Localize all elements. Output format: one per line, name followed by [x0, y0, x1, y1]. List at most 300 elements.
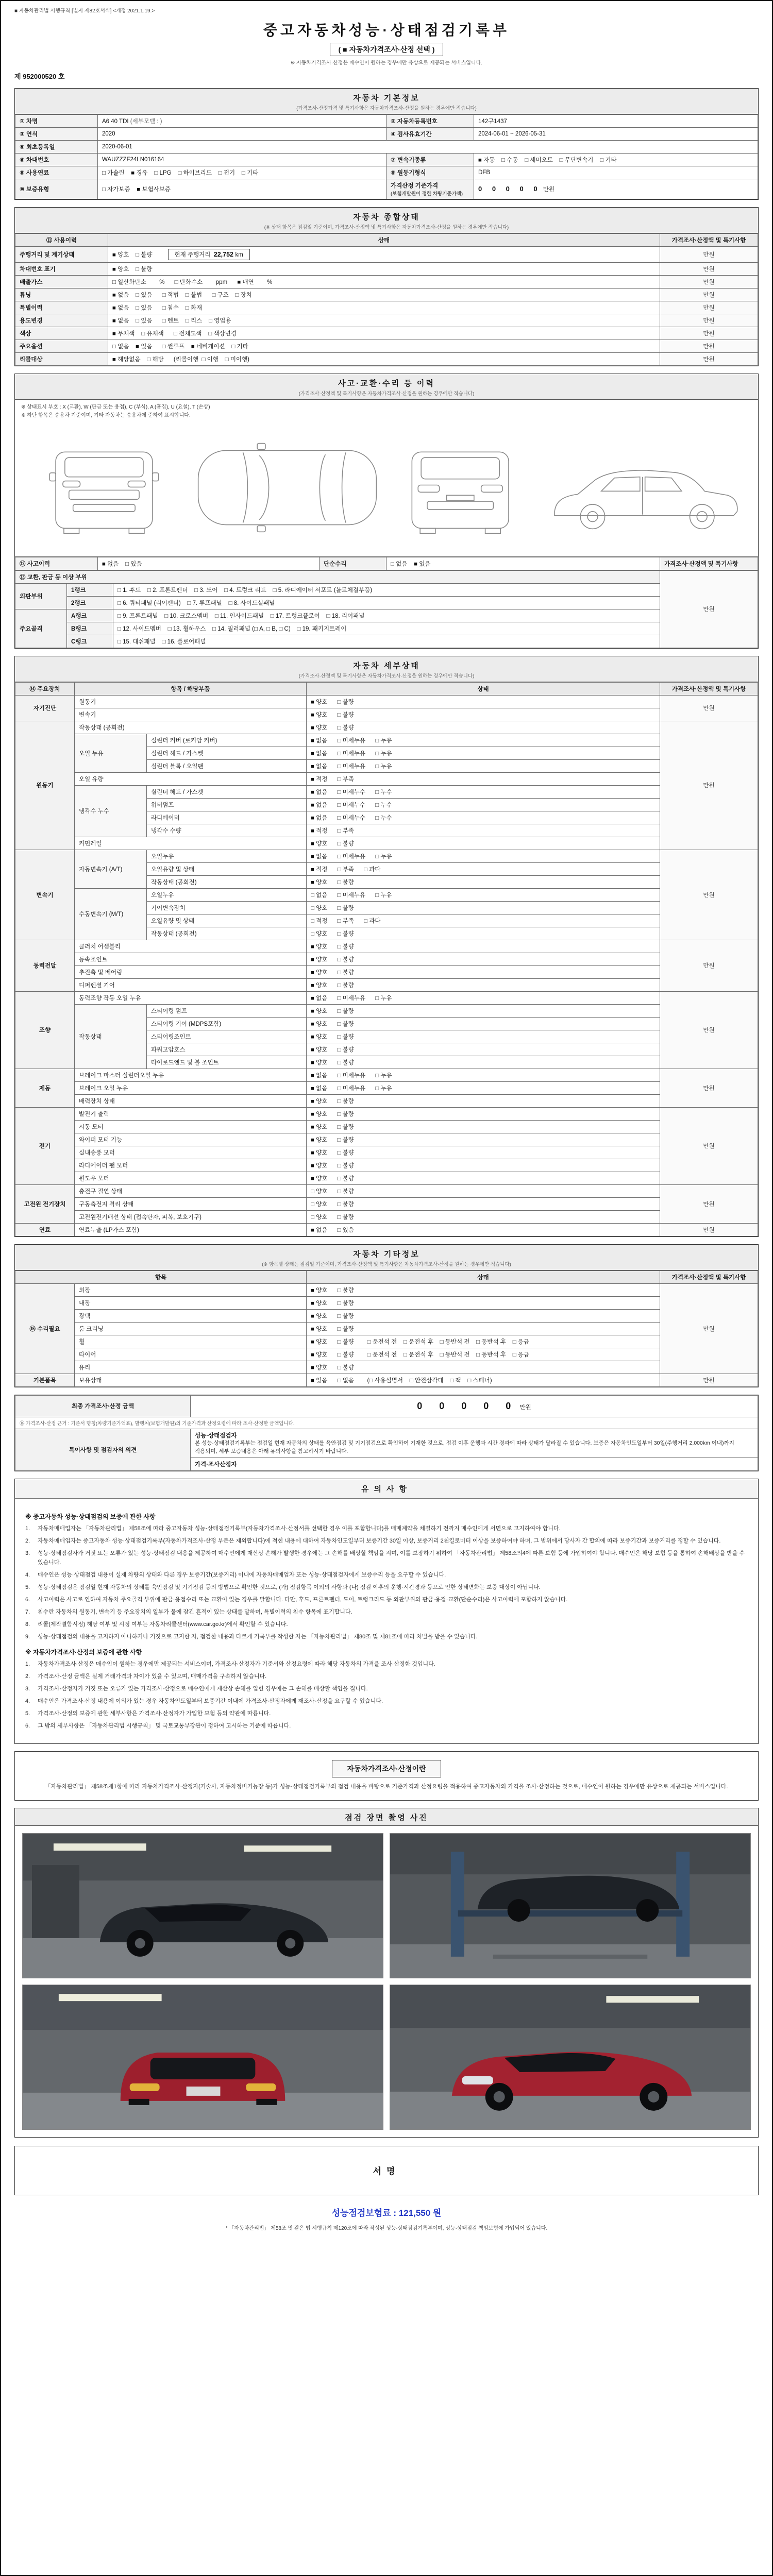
price-cell: 만원 [660, 1184, 758, 1223]
item-label: 윈도우 모터 [75, 1172, 307, 1184]
item-label: 라디에이터 팬 모터 [75, 1159, 307, 1172]
table-row [15, 1223, 758, 1236]
status-cell: ■ 적정 □ 부족 □ 과다 [307, 862, 660, 875]
other-info-table [15, 1270, 758, 1387]
item-label: 실린더 커버 (로커암 커버) [147, 734, 307, 747]
table-row [15, 141, 758, 154]
item-label: 보유상태 [75, 1374, 307, 1386]
section-note: (※ 상태 항목은 점검일 기준이며, 가격조사·산정액 및 특기사항은 자동차가격조사·산정을 원하는 경우에만 적습니다) [264, 225, 509, 230]
rank-label: A랭크 [67, 609, 113, 622]
table-row [15, 850, 758, 862]
detail-table [15, 682, 758, 1236]
device-label: 기본품목 [15, 1374, 75, 1386]
status-text: ■ 없음 □ 있음 □ 적법 □ 불법 □ 구조 □ 장치 [112, 292, 252, 298]
field-label: ⑩ 보증유형 [15, 179, 98, 199]
status-cell [108, 314, 660, 327]
document-title: 중고자동차성능·상태점검기록부 [263, 22, 510, 38]
table-row [15, 1283, 758, 1296]
column-header: 상태 [108, 234, 660, 247]
field-label: ⑦ 변속기종류 [386, 154, 474, 166]
status-cell: ■ 양호 □ 불량 [307, 721, 660, 734]
table-row [15, 1395, 758, 1417]
column-header: 상태 [307, 1270, 660, 1283]
status-cell: ■ 없음 □ 미세누유 □ 누유 [307, 1069, 660, 1081]
definition-text: 「자동차관리법」 제58조제1항에 따라 자동차가격조사·산정자(기술사, 자동차정비기능장 등)가 성능·상태점검기록부의 점검 내용을 바탕으로 기준가격과 산정요령을 적용하여 중고자동차의 가격을 조사·산정하는 것으로, 매수인이 원하는 경우에만 유상으로 제공되는 서비스입니다. [45, 1784, 728, 1790]
status-cell: ■ 양호 □ 불량 [307, 1322, 660, 1335]
price-option-select: ( ■ 자동차가격조사·산정 선택 ) [330, 43, 444, 56]
status-cell: ■ 없음 □ 미세누수 □ 누수 [307, 811, 660, 824]
status-cell [108, 247, 660, 263]
rank1-items: □ 1. 후드 □ 2. 프론트펜더 □ 3. 도어 □ 4. 트렁크 리드 □ 5. 라디에이터 서포트 (볼트체결부품) [113, 583, 660, 596]
warranty-type: □ 자가보증 ■ 보험사보증 [98, 179, 386, 199]
table-row [15, 708, 758, 721]
item-label: 커먼레일 [75, 837, 307, 850]
notice-number: 9. [25, 1633, 30, 1640]
status-cell: □ 양호 □ 불량 [307, 1197, 660, 1210]
status-cell: ■ 양호 □ 불량 [307, 1146, 660, 1159]
item-label: 발전기 출력 [75, 1107, 307, 1120]
notices-subtitle-performance: ※ 중고자동차 성능·상태점검의 보증에 관한 사항 [25, 1513, 156, 1521]
status-cell: ■ 없음 □ 있음 [307, 1223, 660, 1236]
field-label: 단순수리 [320, 557, 386, 570]
device-label: 원동기 [15, 721, 75, 850]
status-cell: ■ 없음 □ 미세누유 □ 누유 [307, 734, 660, 747]
status-cell: ■ 양호 □ 불량 [307, 1030, 660, 1043]
table-row [15, 179, 758, 199]
notices-section [14, 1479, 759, 1744]
table-row [15, 1094, 758, 1107]
device-label: 전기 [15, 1107, 75, 1184]
other-info-section [14, 1244, 759, 1387]
item-label: 스티어링 기어 (MDPS포함) [147, 1017, 307, 1030]
table-row [15, 1081, 758, 1094]
price-cell: 만원 [660, 570, 758, 648]
item-label: 고전원전기배선 상태 (접속단자, 피복, 보호기구) [75, 1210, 307, 1223]
notice-number: 5. [25, 1584, 30, 1590]
status-cell [108, 276, 660, 289]
notice-text: 자동차매매업자는 「자동차관리법」 제58조에 따라 중고자동차 성능·상태점검기록부(자동차가격조사·산정서를 선택한 경우 이를 포함합니다)를 매매계약을 체결하기 전까지 매수인에게 서면으로 고지하여야 합니다. [38, 1526, 561, 1532]
rank-label: B랭크 [67, 622, 113, 635]
item-label: 실린더 헤드 / 가스켓 [147, 785, 307, 798]
model-year: 2020 [98, 128, 386, 141]
notice-number: 3. [25, 1550, 30, 1557]
remark-header: 특이사항 및 점검자의 의견 [15, 1429, 191, 1471]
item-label: 와이퍼 모터 기능 [75, 1133, 307, 1146]
notice-number: 7. [25, 1608, 30, 1615]
status-cell: ■ 양호 □ 불량 [307, 1283, 660, 1296]
status-cell: ■ 양호 □ 불량 [307, 1309, 660, 1322]
item-label: 워터펌프 [147, 798, 307, 811]
status-cell: ■ 양호 □ 불량 [307, 965, 660, 978]
table-row [15, 1197, 758, 1210]
table-row [15, 1322, 758, 1335]
table-row [15, 154, 758, 166]
price-cell: 만원 [660, 850, 758, 940]
section-title: 자동차 기타정보 [353, 1249, 420, 1259]
table-row [15, 978, 758, 991]
row-label: 주요옵션 [15, 340, 108, 353]
notice-number: 1. [25, 1526, 30, 1532]
table-row [15, 115, 758, 128]
mileage-value: 22,752 [213, 251, 236, 258]
table-row [15, 263, 758, 276]
status-cell: ■ 없음 □ 미세누수 □ 누수 [307, 798, 660, 811]
simple-repair-status: □ 없음 ■ 있음 [386, 557, 660, 570]
accident-history-status: ■ 없음 □ 있음 [98, 557, 320, 570]
inspector-label: 성능·상태점검자 [195, 1432, 237, 1439]
base-price [474, 179, 758, 199]
item-label: 작동상태 (공회전) [75, 721, 307, 734]
appraiser-label: 가격·조사산정자 [195, 1462, 237, 1468]
item-label: 시동 모터 [75, 1120, 307, 1133]
final-price-unit: 만원 [519, 1404, 531, 1411]
table-row [15, 940, 758, 953]
notice-number: 6. [25, 1596, 30, 1603]
rankB-items: □ 12. 사이드멤버 □ 13. 휠하우스 □ 14. 필러패널 (□ A, □ B, □ C) □ 19. 패키지트레이 [113, 622, 660, 635]
column-header: 가격조사·산정액 및 특기사항 [660, 1270, 758, 1283]
status-cell: ■ 양호 □ 불량 [307, 708, 660, 721]
category-label: 냉각수 누수 [75, 785, 147, 837]
notice-item [25, 1672, 748, 1681]
table-row [15, 340, 758, 353]
notice-item [25, 1524, 748, 1533]
table-row [15, 583, 758, 596]
section-header-detail [15, 656, 758, 682]
status-cell: □ 양호 □ 불량 [307, 1184, 660, 1197]
price-cell: 만원 [660, 289, 758, 301]
notice-number: 4. [25, 1698, 30, 1704]
status-cell: ■ 양호 □ 불량 [307, 1107, 660, 1120]
fee-label: 성능점검보험료 : [331, 2208, 396, 2218]
status-text: ■ 양호 □ 불량 [112, 266, 153, 273]
photo-grid [15, 1826, 758, 2137]
photo-section [14, 1808, 759, 2138]
rank-label: 1랭크 [67, 583, 113, 596]
row-label: 배출가스 [15, 276, 108, 289]
notice-text: 성능·상태점검의 내용을 고지하지 아니하거나 거짓으로 고지한 자, 점검한 내용과 다르게 기록부를 작성한 자는 「자동차관리법」 제80조 및 제81조에 따라 처벌을 받을 수 있습니다. [38, 1633, 478, 1640]
status-cell: ■ 양호 □ 불량 □ 운전석 전 □ 운전석 후 □ 동반석 전 □ 동반석 후 □ 응급 [307, 1335, 660, 1348]
notice-item [25, 1660, 748, 1669]
status-cell: ■ 양호 □ 불량 [307, 695, 660, 708]
fee-value: 121,550 원 [398, 2208, 442, 2218]
table-row [15, 991, 758, 1004]
table-row [15, 128, 758, 141]
section-header-basic [15, 89, 758, 114]
price-cell: 만원 [660, 301, 758, 314]
final-price-section [14, 1395, 759, 1472]
device-label: 동력전달 [15, 940, 75, 991]
table-row [15, 1159, 758, 1172]
status-cell: ■ 양호 □ 불량 [307, 1017, 660, 1030]
notice-number: 1. [25, 1660, 30, 1667]
vehicle-name-value: A6 40 TDI [102, 118, 129, 125]
field-label: ⑫ 사고이력 [15, 557, 98, 570]
item-label: 동력조향 작동 오일 누유 [75, 991, 307, 1004]
table-row [15, 166, 758, 179]
rank-label: 2랭크 [67, 596, 113, 609]
status-cell: ■ 양호 □ 불량 [307, 1120, 660, 1133]
inspection-validity: 2024-06-01 ~ 2026-05-31 [474, 128, 758, 141]
status-text: ■ 없음 □ 있음 □ 침수 □ 화재 [112, 305, 203, 311]
row-label: 용도변경 [15, 314, 108, 327]
legend-codes: ※ 상태표시 부호 : X (교환), W (판금 또는 용접), C (부식), A (흠집), U (요철), T (손상) [21, 404, 210, 410]
table-row [15, 1107, 758, 1120]
item-label: 광택 [75, 1309, 307, 1322]
outer-panel-label: 외판부위 [15, 583, 67, 609]
notice-text: 가격조사·산정자가 거짓 또는 오류가 있는 가격조사·산정으로 매수인에게 재산상 손해를 입힌 경우에는 그 손해를 배상할 책임을 집니다. [38, 1685, 368, 1692]
table-row [15, 837, 758, 850]
notice-item [25, 1537, 748, 1546]
base-price-unit: 만원 [543, 187, 555, 193]
inspection-photo-3 [22, 1985, 383, 2130]
fuel-type: □ 가솔린 ■ 경유 □ LPG □ 하이브리드 □ 전기 □ 기타 [98, 166, 386, 179]
price-cell: 만원 [660, 263, 758, 276]
item-label: 파워고압호스 [147, 1043, 307, 1056]
column-header: ⑪ 사용이력 [15, 234, 108, 247]
table-row [15, 888, 758, 901]
notice-item [25, 1633, 748, 1641]
field-label: ① 차명 [15, 115, 98, 128]
accident-history-table [15, 557, 758, 570]
device-label: 자기진단 [15, 695, 75, 721]
accident-parts-table [15, 570, 758, 648]
status-cell: ■ 양호 □ 불량 [307, 1172, 660, 1184]
price-cell: 만원 [660, 1283, 758, 1374]
status-cell: ■ 적정 □ 부족 [307, 772, 660, 785]
device-label: ⑮ 수리필요 [15, 1283, 75, 1374]
column-header: 가격조사·산정액 및 특기사항 [660, 234, 758, 247]
table-row [15, 1184, 758, 1197]
notice-text: 침수란 자동차의 원동기, 변속기 등 주요장치의 일부가 물에 잠긴 흔적이 있는 상태를 말하며, 특별이력의 침수 항목에 표기합니다. [38, 1608, 352, 1615]
accident-section [14, 374, 759, 649]
notice-item [25, 1697, 748, 1706]
table-row [15, 1296, 758, 1309]
base-price-label: 가격산정 기준가격 [391, 183, 439, 189]
column-header: 상태 [307, 682, 660, 695]
table-row [15, 1004, 758, 1017]
column-header: 가격조사·산정액 및 특기사항 [660, 557, 758, 570]
item-label: 충전구 절연 상태 [75, 1184, 307, 1197]
appraiser-remark-cell [191, 1458, 758, 1471]
section-note: (가격조사·산정액 및 특기사항은 자동차가격조사·산정을 원하는 경우에만 적습니다) [298, 673, 475, 679]
item-label: 라디에이터 [147, 811, 307, 824]
table-header-row [15, 682, 758, 695]
status-text: ■ 양호 □ 불량 [112, 252, 153, 258]
inspector-remark-cell [191, 1429, 758, 1458]
table-row [15, 1429, 758, 1458]
status-cell: □ 양호 □ 불량 [307, 1210, 660, 1223]
field-label [386, 179, 474, 199]
price-cell: 만원 [660, 991, 758, 1069]
car-outline-diagram [20, 424, 753, 551]
status-cell: ■ 없음 □ 미세누유 □ 누유 [307, 747, 660, 759]
price-cell: 만원 [660, 695, 758, 721]
vin-number: WAUZZZF24LN016164 [98, 154, 386, 166]
item-label: 배력장치 상태 [75, 1094, 307, 1107]
transmission-type: ■ 자동 □ 수동 □ 세미오토 □ 무단변속기 □ 기타 [474, 154, 758, 166]
notice-number: 4. [25, 1571, 30, 1578]
table-row [15, 965, 758, 978]
table-header-row [15, 234, 758, 247]
item-label: 오일누유 [147, 888, 307, 901]
item-label: 내장 [75, 1296, 307, 1309]
performance-notice-list [25, 1524, 748, 1641]
category-label: 자동변속기 (A/T) [75, 850, 147, 888]
item-label: 스티어링 펌프 [147, 1004, 307, 1017]
status-cell [108, 301, 660, 314]
basic-info-section [14, 88, 759, 200]
table-row [15, 301, 758, 314]
mileage-box [168, 249, 250, 260]
section-title: 자동차 기본정보 [353, 94, 420, 103]
table-header-row [15, 1270, 758, 1283]
price-cell: 만원 [660, 940, 758, 991]
status-cell: ■ 양호 □ 불량 [307, 1133, 660, 1146]
status-cell [108, 263, 660, 276]
notice-text: 그 밖의 세부사항은 「자동차관리법 시행규칙」 및 국토교통부장관이 정하여 고시하는 기준에 따릅니다. [38, 1723, 291, 1730]
notices-body [15, 1499, 758, 1743]
table-row [15, 953, 758, 965]
table-row [15, 1172, 758, 1184]
notice-item [25, 1608, 748, 1617]
category-label: 작동상태 [75, 1004, 147, 1069]
notice-text: 매수인은 가격조사·산정 내용에 이의가 있는 경우 자동차인도일부터 보증기간 이내에 가격조사·산정자에게 재조사·산정을 요구할 수 있습니다. [38, 1698, 383, 1704]
inspection-photo-4 [390, 1985, 751, 2130]
table-row [15, 785, 758, 798]
section-title: 자동차 종합상태 [353, 213, 420, 222]
status-cell: ■ 양호 □ 불량 [307, 875, 660, 888]
definition-section [14, 1751, 759, 1801]
notice-text: 가격조사·산정의 보증에 관한 세부사항은 가격조사·산정자가 가입한 보험 등의 약관에 따릅니다. [38, 1710, 271, 1717]
item-label: 실린더 블록 / 오일팬 [147, 759, 307, 772]
section-note: (가격조사·산정가격 및 특기사항은 자동차가격조사·산정을 원하는 경우에만 적습니다) [296, 106, 477, 111]
legal-footnote: * 「자동차관리법」 제58조 및 같은 법 시행규칙 제120조에 따라 작성된 성능·상태점검기록부이며, 성능·상태점검 책임보험에 가입되어 있습니다. [225, 2225, 548, 2231]
item-label: 외장 [75, 1283, 307, 1296]
status-cell [108, 289, 660, 301]
section-note: (가격조사·산정액 및 특기사항은 자동차가격조사·산정을 원하는 경우에만 적습니다) [298, 391, 475, 397]
status-cell [108, 327, 660, 340]
table-row [15, 314, 758, 327]
final-price-value-cell [191, 1395, 758, 1417]
item-label: 변속기 [75, 708, 307, 721]
rank-label: C랭크 [67, 635, 113, 648]
table-row [15, 609, 758, 622]
status-text: ■ 해당없음 □ 해당 (리콜이행 □ 이행 □ 미이행) [112, 357, 249, 363]
final-price-label: 최종 가격조사·산정 금액 [15, 1395, 191, 1417]
base-price-note: (보험개발원이 정한 차량기준가액) [391, 191, 463, 197]
status-text: □ 일산화탄소 % □ 탄화수소 ppm ■ 매연 % [112, 279, 273, 285]
status-text: □ 없음 ■ 있음 □ 썬루프 ■ 네비게이션 □ 기타 [112, 344, 248, 350]
table-row [15, 557, 758, 570]
diagram-legend [15, 400, 758, 421]
section-header-photos [15, 1808, 758, 1826]
rankC-items: □ 15. 대쉬패널 □ 16. 플로어패널 [113, 635, 660, 648]
table-row [15, 596, 758, 609]
status-cell: ■ 양호 □ 불량 [307, 1296, 660, 1309]
base-price-value: 0 0 0 0 0 [478, 185, 542, 193]
category-label: 수동변속기 (M/T) [75, 888, 147, 940]
mileage-unit: km [235, 252, 243, 258]
status-cell: ■ 적정 □ 부족 [307, 824, 660, 837]
table-row [15, 1309, 758, 1322]
table-row [15, 1133, 758, 1146]
price-cell: 만원 [660, 314, 758, 327]
device-label: 연료 [15, 1223, 75, 1236]
field-label: ② 자동차등록번호 [386, 115, 474, 128]
device-label: 조향 [15, 991, 75, 1069]
device-label: 고전원 전기장치 [15, 1184, 75, 1223]
price-option-note: ※ 자동차가격조사·산정은 매수인이 원하는 경우에만 유상으로 제공되는 서비스입니다. [290, 60, 483, 66]
category-label: 오일 누유 [75, 734, 147, 772]
notice-number: 8. [25, 1621, 30, 1628]
field-label: ④ 검사유효기간 [386, 128, 474, 141]
table-row [15, 353, 758, 366]
field-label: ③ 연식 [15, 128, 98, 141]
table-row [15, 721, 758, 734]
status-cell: ■ 양호 □ 불량 [307, 1361, 660, 1374]
notice-number: 3. [25, 1685, 30, 1692]
comprehensive-table [15, 233, 758, 366]
item-label: 연료누출 (LP가스 포함) [75, 1223, 307, 1236]
item-label: 기어변속장치 [147, 901, 307, 914]
price-cell: 만원 [660, 340, 758, 353]
section-header-other [15, 1245, 758, 1270]
signature-label: 서명 [373, 2166, 400, 2177]
price-cell: 만원 [660, 327, 758, 340]
notice-item [25, 1620, 748, 1629]
section-title: 점검 장면 촬영 사진 [345, 1813, 428, 1822]
table-row [15, 247, 758, 263]
notice-item [25, 1596, 748, 1604]
inspector-remark: 본 성능·상태점검기록부는 점검일 현재 자동차의 상태를 육안점검 및 기기점검으로 확인하여 기재한 것으로, 점검 이후 운행과 시간 경과에 따라 상태가 달라질 수 있습니다. 보증은 자동차인도일부터 30일(주행거리 2,000km 이내)까지 적용되며, 세부 보증내용은 아래 유의사항을 참고하시기 바랍니다. [195, 1439, 734, 1454]
item-label: 브레이크 오일 누유 [75, 1081, 307, 1094]
row-label: 특별이력 [15, 301, 108, 314]
item-label: 냉각수 수량 [147, 824, 307, 837]
item-label: 실린더 헤드 / 가스켓 [147, 747, 307, 759]
notice-number: 2. [25, 1673, 30, 1680]
notice-text: 자동차매매업자는 중고자동차 성능·상태점검기록부(자동차가격조사·산정 부분은 제외합니다)에 적힌 내용에 대하여 자동차인도일부터 보증기간 30일 이상, 보증거리 2천킬로미터 이상을 보증하여야 하며, 그 범위에서 당사자 간 합의에 따라 보증기간과 보증거리를 정할 수 있습니다. [38, 1538, 721, 1545]
section-title: 자동차 세부상태 [353, 661, 420, 670]
item-label: 원동기 [75, 695, 307, 708]
detail-section [14, 656, 759, 1237]
item-label: 브레이크 마스터 실린더오일 누유 [75, 1069, 307, 1081]
table-row [15, 635, 758, 648]
form-reference: ■ 자동차관리법 시행규칙 [별지 제82호서식] <개정 2021.1.19.> [14, 8, 155, 14]
notice-text: 리콜(제작결함시정) 해당 여부 및 시정 여부는 자동차리콜센터(www.car.go.kr)에서 확인할 수 있습니다. [38, 1621, 288, 1628]
field-label: ⑤ 최초등록일 [15, 141, 98, 154]
price-cell: 만원 [660, 276, 758, 289]
table-row [15, 695, 758, 708]
status-cell: □ 양호 □ 불량 [307, 927, 660, 940]
final-price-table [15, 1395, 758, 1471]
table-row [15, 1069, 758, 1081]
item-label: 디퍼렌셜 기어 [75, 978, 307, 991]
main-frame-label: 주요골격 [15, 609, 67, 648]
price-cell: 만원 [660, 1223, 758, 1236]
car-diagram [15, 421, 758, 557]
table-row [15, 1361, 758, 1374]
price-cell: 만원 [660, 1374, 758, 1386]
status-cell: ■ 양호 □ 불량 [307, 1056, 660, 1069]
item-label: 룸 크리닝 [75, 1322, 307, 1335]
item-label: 작동상태 (공회전) [147, 875, 307, 888]
item-label: 오일유량 및 상태 [147, 862, 307, 875]
status-cell: ■ 양호 □ 불량 [307, 1094, 660, 1107]
engine-type: DFB [474, 166, 758, 179]
table-row [15, 1348, 758, 1361]
status-cell: ■ 없음 □ 미세누유 □ 누유 [307, 1081, 660, 1094]
notice-number: 6. [25, 1723, 30, 1730]
